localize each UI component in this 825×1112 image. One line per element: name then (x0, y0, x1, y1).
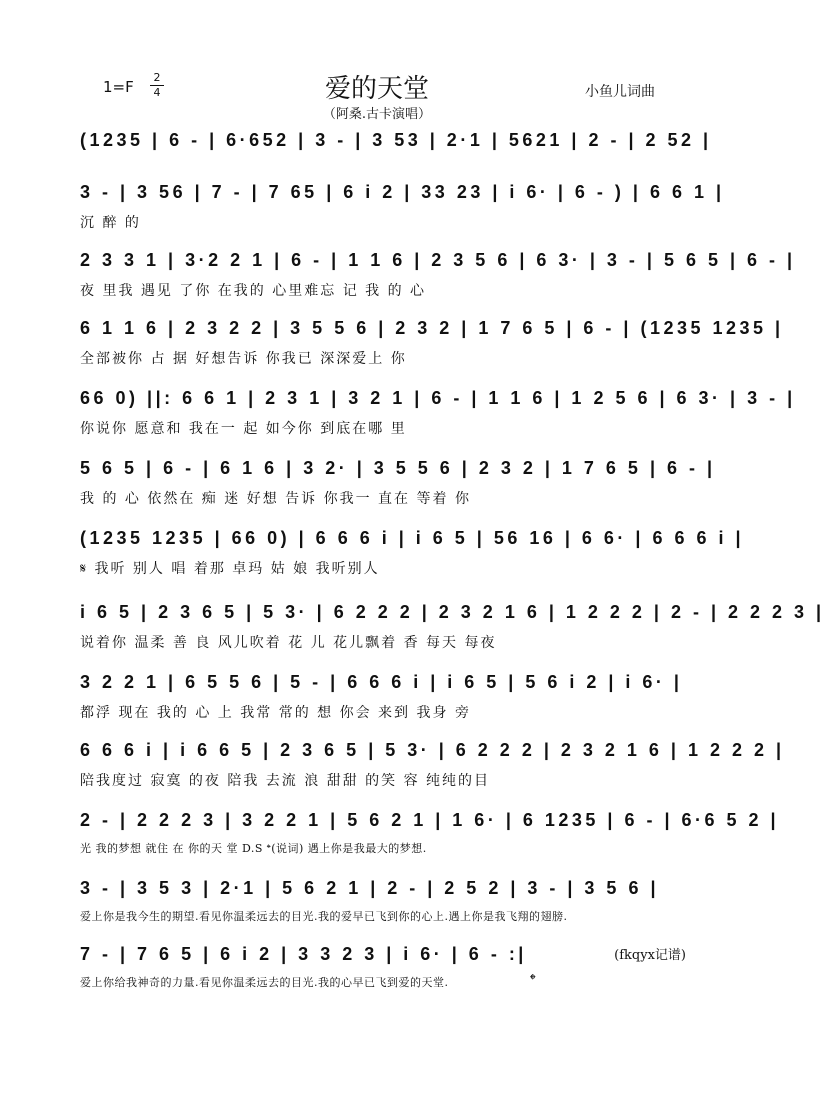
system-11 (0, 810, 780, 870)
lyrics-line: 说着你 温柔 善 良 风儿吹着 花 儿 花儿飘着 香 每天 每夜 (80, 635, 497, 651)
coda-symbol: 𝄌 (530, 970, 536, 989)
song-author: 小鱼儿词曲 (585, 84, 655, 100)
notation-line: 7 - | 7 6 5 | 6 i 2 | 3 3 2 3 | i 6· | 6 - :| (80, 944, 527, 964)
lyrics-line: 光 我的梦想 就住 在 你的天 堂 D.S 𝄌(说词) 遇上你是我最大的梦想. (80, 842, 427, 855)
time-signature (150, 72, 164, 99)
system-13 (0, 944, 754, 1004)
system-7 (0, 528, 754, 588)
notation-line: (1235 | 6 - | 6·652 | 3 - | 3 53 | 2·1 | 5621 | 2 - | 2 52 | (80, 130, 712, 150)
notation-line: 6 1 1 6 | 2 3 2 2 | 3 5 5 6 | 2 3 2 | 1 7 6 5 | 6 - | (1235 1235 | (80, 318, 784, 338)
system-3 (0, 250, 796, 310)
notation-line: i 6 5 | 2 3 6 5 | 5 3· | 6 2 2 2 | 2 3 2 1 6 | 1 2 2 2 | 2 - | 2 2 2 3 | (80, 602, 825, 622)
key-signature: 1=F (103, 78, 134, 96)
lyrics-line: 都浮 现在 我的 心 上 我常 常的 想 你会 来到 我身 旁 (80, 705, 471, 721)
song-subtitle: （阿桑.古卡演唱） (322, 107, 432, 122)
system-1 (0, 130, 754, 190)
song-title: 爱的天堂 (324, 74, 429, 104)
notation-line: 6 6 6 i | i 6 6 5 | 2 3 6 5 | 5 3· | 6 2 2 2 | 2 3 2 1 6 | 1 2 2 2 | (80, 740, 785, 760)
lyrics-line: 陪我度过 寂寞 的夜 陪我 去流 浪 甜甜 的笑 容 纯纯的目 (80, 773, 491, 789)
system-9 (0, 672, 754, 732)
notation-line: (1235 1235 | 66 0) | 6 6 6 i | i 6 5 | 56 16 | 6 6· | 6 6 6 i | (80, 528, 745, 548)
lyrics-line: 爱上你是我今生的期望.看见你温柔远去的目光.我的爱早已飞到你的心上.遇上你是我飞翔的翅膀. (80, 910, 568, 923)
system-6 (0, 458, 754, 518)
system-4 (0, 318, 784, 378)
notation-line: 5 6 5 | 6 - | 6 1 6 | 3 2· | 3 5 5 6 | 2 3 2 | 1 7 6 5 | 6 - | (80, 458, 716, 478)
system-10 (0, 740, 785, 800)
notation-line: 2 - | 2 2 2 3 | 3 2 2 1 | 5 6 2 1 | 1 6· | 6 1235 | 6 - | 6·6 5 2 | (80, 810, 780, 830)
lyrics-line: 你说你 愿意和 我在一 起 如今你 到底在哪 里 (80, 421, 407, 437)
notation-line: 3 2 2 1 | 6 5 5 6 | 5 - | 6 6 6 i | i 6 5 | 5 6 i 2 | i 6· | (80, 672, 683, 692)
notation-line: 3 - | 3 5 3 | 2·1 | 5 6 2 1 | 2 - | 2 5 2 | 3 - | 3 5 6 | (80, 878, 659, 898)
lyrics-line: 𝄋 我听 别人 唱 着那 卓玛 姑 娘 我听别人 (80, 561, 380, 577)
lyrics-line: 我 的 心 依然在 痴 迷 好想 告诉 你我一 直在 等着 你 (80, 491, 471, 507)
lyrics-line: 夜 里我 遇见 了你 在我的 心里难忘 记 我 的 心 (80, 283, 427, 299)
system-8 (0, 602, 825, 662)
lyrics-line (80, 160, 690, 182)
system-2 (0, 182, 754, 242)
lyrics-line: 沉 醉 的 (80, 215, 141, 231)
notation-line: 2 3 3 1 | 3·2 2 1 | 6 - | 1 1 6 | 2 3 5 6 | 6 3· | 3 - | 5 6 5 | 6 - | (80, 250, 796, 270)
system-5 (0, 388, 796, 448)
time-signature-top: 2 (153, 71, 161, 84)
transcriber-credit: (fkqyx记谱) (614, 948, 686, 963)
notation-line: 3 - | 3 56 | 7 - | 7 65 | 6 i 2 | 33 23 | i 6· | 6 - ) | 6 6 1 | (80, 182, 725, 202)
time-signature-bottom: 4 (153, 86, 161, 99)
notation-line: 66 0) ||: 6 6 1 | 2 3 1 | 3 2 1 | 6 - | 1 1 6 | 1 2 5 6 | 6 3· | 3 - | (80, 388, 796, 408)
lyrics-line: 爱上你给我神奇的力量.看见你温柔远去的目光.我的心早已飞到爱的天堂. (80, 976, 449, 989)
lyrics-line: 全部被你 占 据 好想告诉 你我已 深深爱上 你 (80, 351, 407, 367)
system-12 (0, 878, 754, 938)
